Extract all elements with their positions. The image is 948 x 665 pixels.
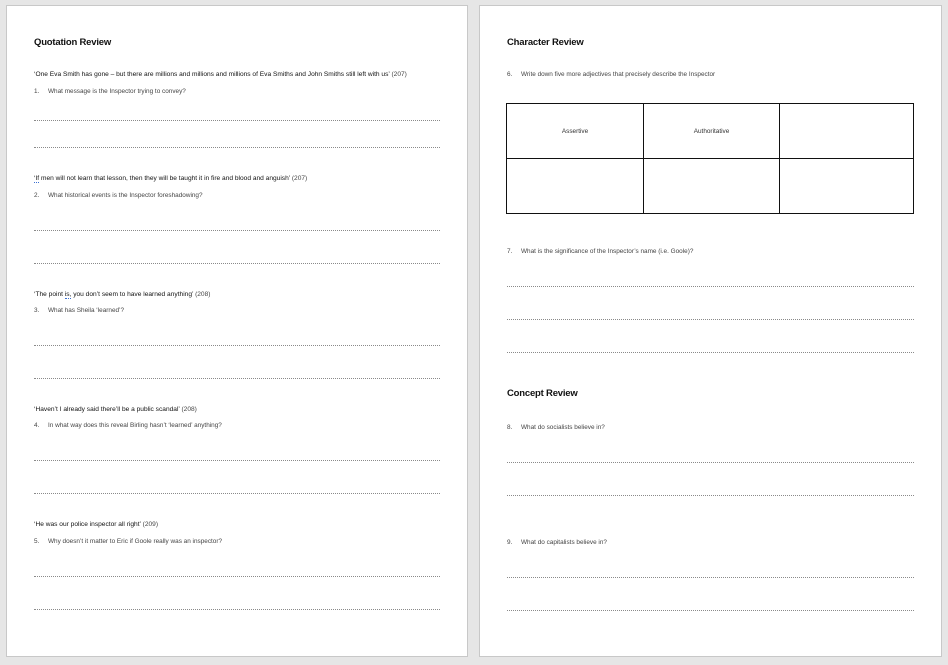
answer-line[interactable] <box>507 286 914 287</box>
adjectives-table <box>506 103 914 214</box>
document-page-right <box>479 5 942 657</box>
answer-line[interactable] <box>507 462 914 463</box>
answer-line[interactable] <box>507 319 914 320</box>
question-2: 2. What historical events is the Inspector foreshadowing? <box>34 192 203 199</box>
answer-line[interactable] <box>507 577 914 578</box>
answer-line[interactable] <box>34 120 440 121</box>
character-review-heading: Character Review <box>507 37 584 48</box>
question-7: 7. What is the significance of the Inspector’s name (i.e. Goole)? <box>507 248 694 255</box>
concept-review-heading: Concept Review <box>507 388 578 399</box>
answer-line[interactable] <box>507 610 914 611</box>
quote-2: ‘If men will not learn that lesson, then they will be taught it in fire and blood and anguish’ (207) <box>34 175 308 182</box>
question-9: 9. What do capitalists believe in? <box>507 539 607 546</box>
answer-line[interactable] <box>507 495 914 496</box>
adjective-cell[interactable] <box>507 159 644 214</box>
answer-line[interactable] <box>34 460 440 461</box>
question-4: 4. In what way does this reveal Birling hasn’t ‘learned’ anything? <box>34 422 222 429</box>
adjective-cell[interactable]: Authoritative <box>644 104 780 159</box>
question-8: 8. What do socialists believe in? <box>507 424 605 431</box>
answer-line[interactable] <box>34 378 440 379</box>
quote-4: ‘Haven’t I already said there’ll be a public scandal’ (208) <box>34 406 197 413</box>
answer-line[interactable] <box>34 147 440 148</box>
question-5: 5. Why doesn’t it matter to Eric if Goole really was an inspector? <box>34 538 223 545</box>
question-3: 3. What has Sheila ‘learned’? <box>34 307 125 314</box>
quote-5: ‘He was our police inspector all right’ (209) <box>34 521 159 528</box>
adjective-cell[interactable] <box>644 159 780 214</box>
adjective-cell[interactable] <box>780 159 914 214</box>
answer-line[interactable] <box>34 230 440 231</box>
answer-line[interactable] <box>34 345 440 346</box>
answer-line[interactable] <box>507 352 914 353</box>
answer-line[interactable] <box>34 263 440 264</box>
quote-1: ‘One Eva Smith has gone – but there are millions and millions and millions of Eva Smiths and John Smiths still left with us’ (207) <box>34 71 407 78</box>
answer-line[interactable] <box>34 609 440 610</box>
answer-line[interactable] <box>34 576 440 577</box>
quote-3: ‘The point is, you don’t seem to have learned anything’ (208) <box>34 291 211 298</box>
quotation-review-heading: Quotation Review <box>34 37 112 48</box>
adjective-cell[interactable]: Assertive <box>507 104 644 159</box>
question-1: 1. What message is the Inspector trying to convey? <box>34 88 186 95</box>
question-6: 6. Write down five more adjectives that precisely describe the Inspector <box>507 71 716 78</box>
answer-line[interactable] <box>34 493 440 494</box>
document-page-left <box>6 5 468 657</box>
adjective-cell[interactable] <box>780 104 914 159</box>
